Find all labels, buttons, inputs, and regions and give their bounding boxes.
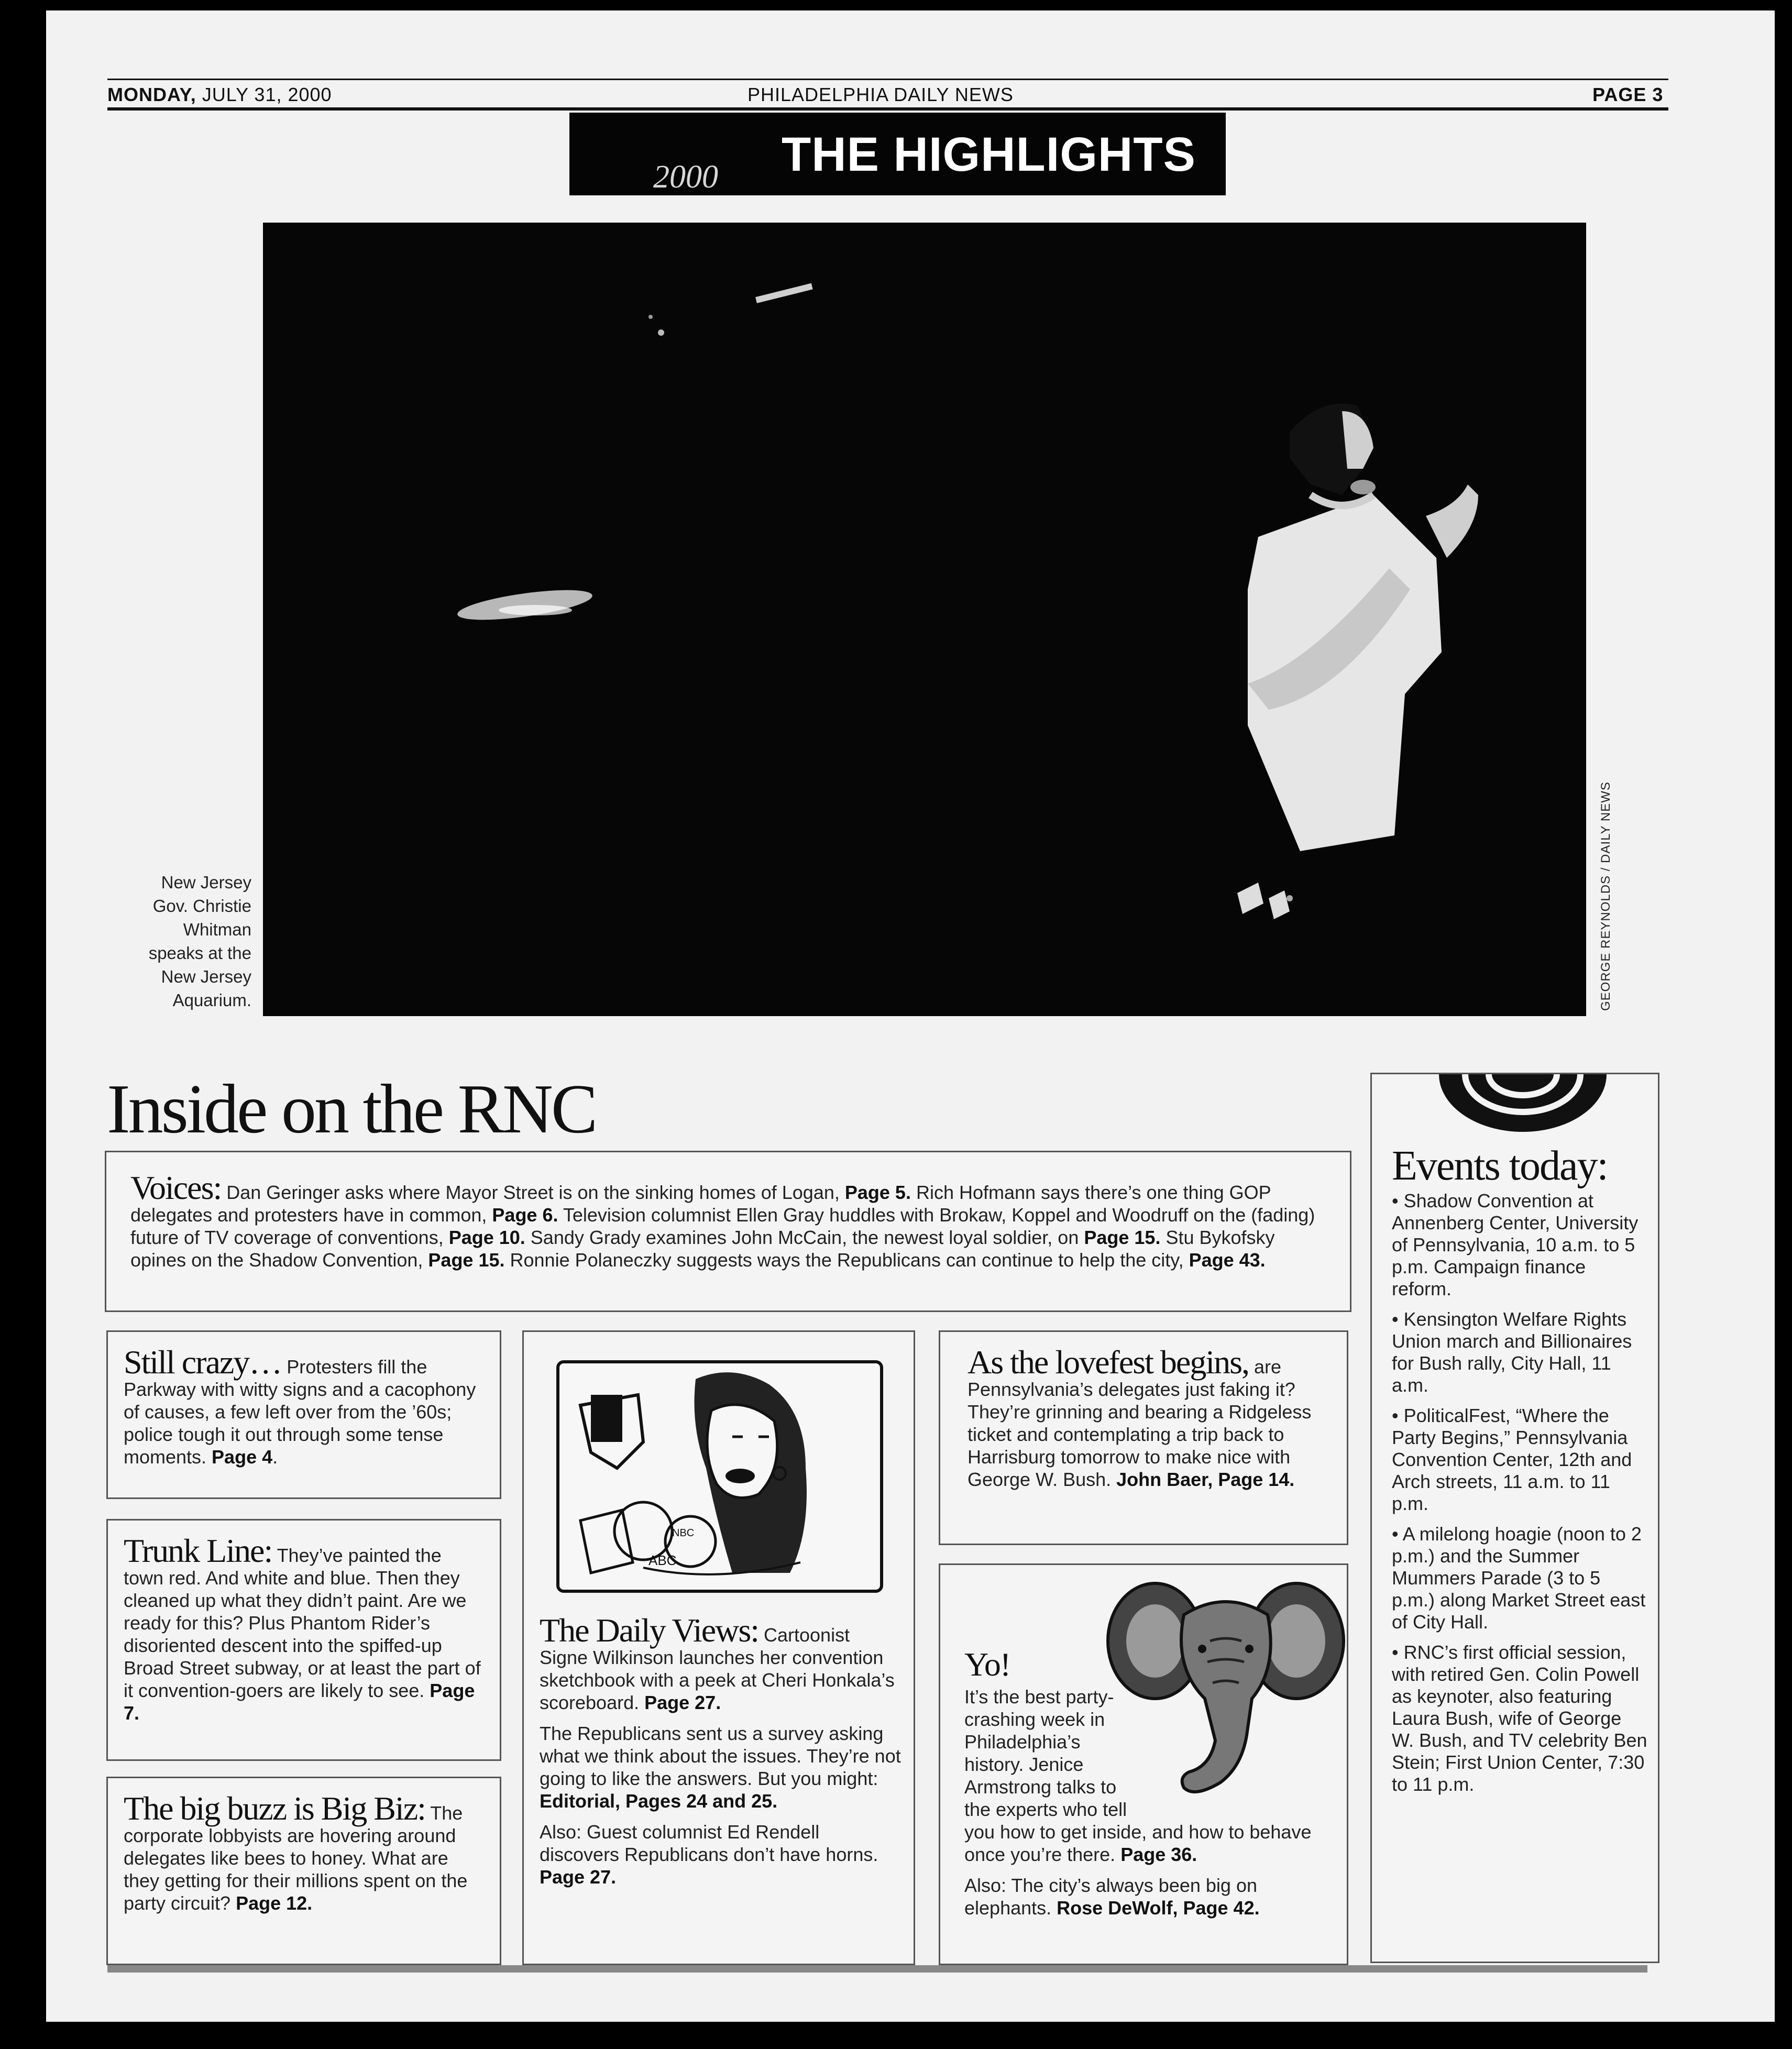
page-ref: Page 27. — [540, 1866, 617, 1888]
event-item: • RNC’s first official session, with retired Gen. Colin Powell as keynoter, also featuring Laura Bush, wife of George W. Bush, and TV celebrity Ben Stein; First Union Center, 7:30 to 11 p.m. — [1392, 1642, 1647, 1795]
event-item: • PoliticalFest, “Where the Party Begins,” Pennsylvania Convention Center, 12th and Arch streets, 11 a.m. to 11 p.m. — [1392, 1405, 1632, 1514]
page-ref: Editorial, Pages 24 and 25. — [540, 1790, 778, 1812]
photo-credit: GEORGE REYNOLDS / DAILY NEWS — [1599, 781, 1613, 1011]
trunk-line-box — [106, 1519, 501, 1761]
event-item: • A milelong hoagie (noon to 2 p.m.) and the Summer Mummers Parade (3 to 5 p.m.) along Market Street east of City Hall. — [1392, 1523, 1646, 1633]
voices-segment: Rich Hofmann says there’s one thing GOP delegates and protesters have in common, — [130, 1182, 1271, 1226]
page-ref: Page 6. — [492, 1204, 558, 1226]
voices-segment: Television columnist Ellen Gray huddles with Brokaw, Koppel and Woodruff on the (fading) future of TV coverage of conventions, — [130, 1204, 1315, 1248]
caption-line: Whitman — [183, 920, 251, 939]
daily-views-heading: The Daily Views: — [540, 1612, 758, 1649]
caption-line: New Jersey — [161, 967, 251, 986]
elephant-spacer — [1142, 1686, 1331, 1806]
page-ref: Rose DeWolf, Page 42. — [1057, 1897, 1260, 1919]
folio-page-number: PAGE 3 — [1592, 84, 1664, 105]
banner-title: THE HIGHLIGHTS — [782, 128, 1196, 181]
cartoon-drawing — [559, 1363, 874, 1583]
page-ref: Page 15. — [428, 1249, 505, 1271]
voices-segment: Dan Geringer asks where Mayor Street is on the sinking homes of Logan, — [226, 1182, 845, 1203]
bottom-edge-rule — [107, 1965, 1647, 1973]
voices-segment: Stu Bykofsky opines on the Shadow Convention, — [130, 1227, 1275, 1271]
daily-views-rendell: Also: Guest columnist Ed Rendell discovers Republicans don’t have horns. — [540, 1821, 878, 1865]
events-heading: Events today: — [1392, 1143, 1608, 1189]
caption-line: New Jersey — [161, 873, 251, 892]
trunk-line-text — [124, 1532, 484, 1724]
section-title: Inside on the RNC — [107, 1070, 596, 1148]
lovefest-text — [968, 1343, 1325, 1491]
yo-body: It’s the best party-crashing week in Philadelphia’s history. Jenice Armstrong talks to the experts who tell you how to get inside, and how to behave once you’re there. — [964, 1686, 1312, 1865]
event-item: • Shadow Convention at Annenberg Center, University of Pennsylvania, 10 a.m. to 5 p.m. Campaign finance reform. — [1392, 1190, 1639, 1299]
big-buzz-text — [124, 1790, 484, 1914]
lovefest-heading: As the lovefest begins, — [968, 1343, 1249, 1381]
voices-segment: Ronnie Polaneczky suggests ways the Republicans can continue to help the city, — [504, 1249, 1189, 1271]
daily-views-survey: The Republicans sent us a survey asking what we think about the issues. They’re not going to like the answers. But you might: — [540, 1723, 901, 1789]
voices-body — [130, 1182, 1315, 1271]
page-ref: Page 36. — [1120, 1844, 1197, 1865]
still-crazy-box — [106, 1330, 501, 1499]
events-box — [1370, 1073, 1659, 1963]
page-ref: Page 10. — [448, 1227, 525, 1248]
banner-year: 2000 — [653, 159, 718, 195]
caption-line: speaks at the — [148, 943, 251, 963]
photo-caption — [94, 871, 251, 1012]
lovefest-box — [939, 1330, 1348, 1545]
speaker-photo-illustration — [263, 223, 1586, 1016]
voices-segment: Sandy Grady examines John McCain, the newest loyal soldier, on — [525, 1227, 1084, 1248]
voices-heading: Voices: — [130, 1169, 222, 1206]
daily-views-box — [522, 1330, 915, 1965]
target-logo-icon — [1439, 1074, 1607, 1137]
big-buzz-heading: The big buzz is Big Biz: — [124, 1790, 425, 1827]
daily-views-text — [540, 1612, 901, 1888]
yo-elephants: Also: The city’s always been big on elephants. — [964, 1875, 1257, 1919]
whitman-photo — [263, 223, 1586, 1016]
page-ref: Page 5. — [844, 1182, 911, 1203]
trunk-line-heading: Trunk Line: — [124, 1532, 272, 1569]
event-item: • Kensington Welfare Rights Union march and Billionaires for Bush rally, City Hall, 11 a.m. — [1392, 1308, 1632, 1396]
still-crazy-text — [124, 1343, 484, 1468]
page-ref: Page 4 — [212, 1446, 273, 1468]
cartoon-sketch — [556, 1360, 883, 1593]
big-buzz-box — [106, 1777, 501, 1965]
page-ref: Page 27. — [644, 1692, 721, 1713]
page-ref: Page 15. — [1084, 1227, 1161, 1248]
still-crazy-end: . — [272, 1446, 278, 1468]
folio-paper-name: PHILADELPHIA DAILY NEWS — [747, 84, 1014, 105]
yo-box — [939, 1563, 1348, 1965]
page-ref: John Baer, Page 14. — [1116, 1469, 1295, 1490]
highlights-banner — [569, 113, 1226, 195]
caption-line: Aquarium. — [172, 990, 251, 1010]
voices-box — [105, 1151, 1351, 1312]
events-content — [1392, 1142, 1648, 1804]
page-ref: Page 12. — [236, 1892, 313, 1914]
trunk-line-body: They’ve painted the town red. And white and blue. Then they cleaned up what they didn’t paint. Are we ready for this? Plus Phantom Rider’s disoriented descent into the spiffed-up Broad Street subway, or at least the part of it convention-goers are likely to see. — [124, 1545, 481, 1701]
yo-text-narrow — [964, 1646, 1142, 1683]
page-ref: Page 43. — [1189, 1249, 1266, 1271]
big-buzz-body: The corporate lobbyists are hovering around delegates like bees to honey. What are they getting for their millions spent on the party circuit? — [124, 1802, 468, 1914]
sketch-label: ABC — [648, 1552, 677, 1568]
still-crazy-body: Protesters fill the Parkway with witty signs and a cacophony of causes, a few left over from the ’60s; police tough it out through some tense moments. — [124, 1356, 476, 1468]
sketch-label: NBC — [672, 1527, 695, 1539]
yo-heading: Yo! — [964, 1646, 1010, 1683]
folio-date — [107, 84, 332, 106]
folio-date-text: JULY 31, 2000 — [202, 84, 332, 105]
still-crazy-heading: Still crazy… — [124, 1343, 282, 1381]
folio-top-rule — [107, 79, 1668, 80]
voices-text — [130, 1169, 1327, 1271]
caption-line: Gov. Christie — [152, 896, 251, 916]
folio-day: MONDAY, — [107, 84, 196, 105]
lovefest-body: are Pennsylvania’s delegates just faking it? They’re grinning and bearing a Ridgeless ticket and contemplating a trip back to Harrisburg tomorrow to make nice with George W. Bush. — [968, 1356, 1312, 1490]
yo-body-wrap — [964, 1686, 1331, 1919]
daily-views-body: Cartoonist Signe Wilkinson launches her convention sketchbook with a peek at Cheri Honkala’s scoreboard. — [540, 1624, 895, 1713]
page-ref: Page 7. — [124, 1680, 475, 1724]
folio-bottom-rule — [107, 107, 1668, 111]
